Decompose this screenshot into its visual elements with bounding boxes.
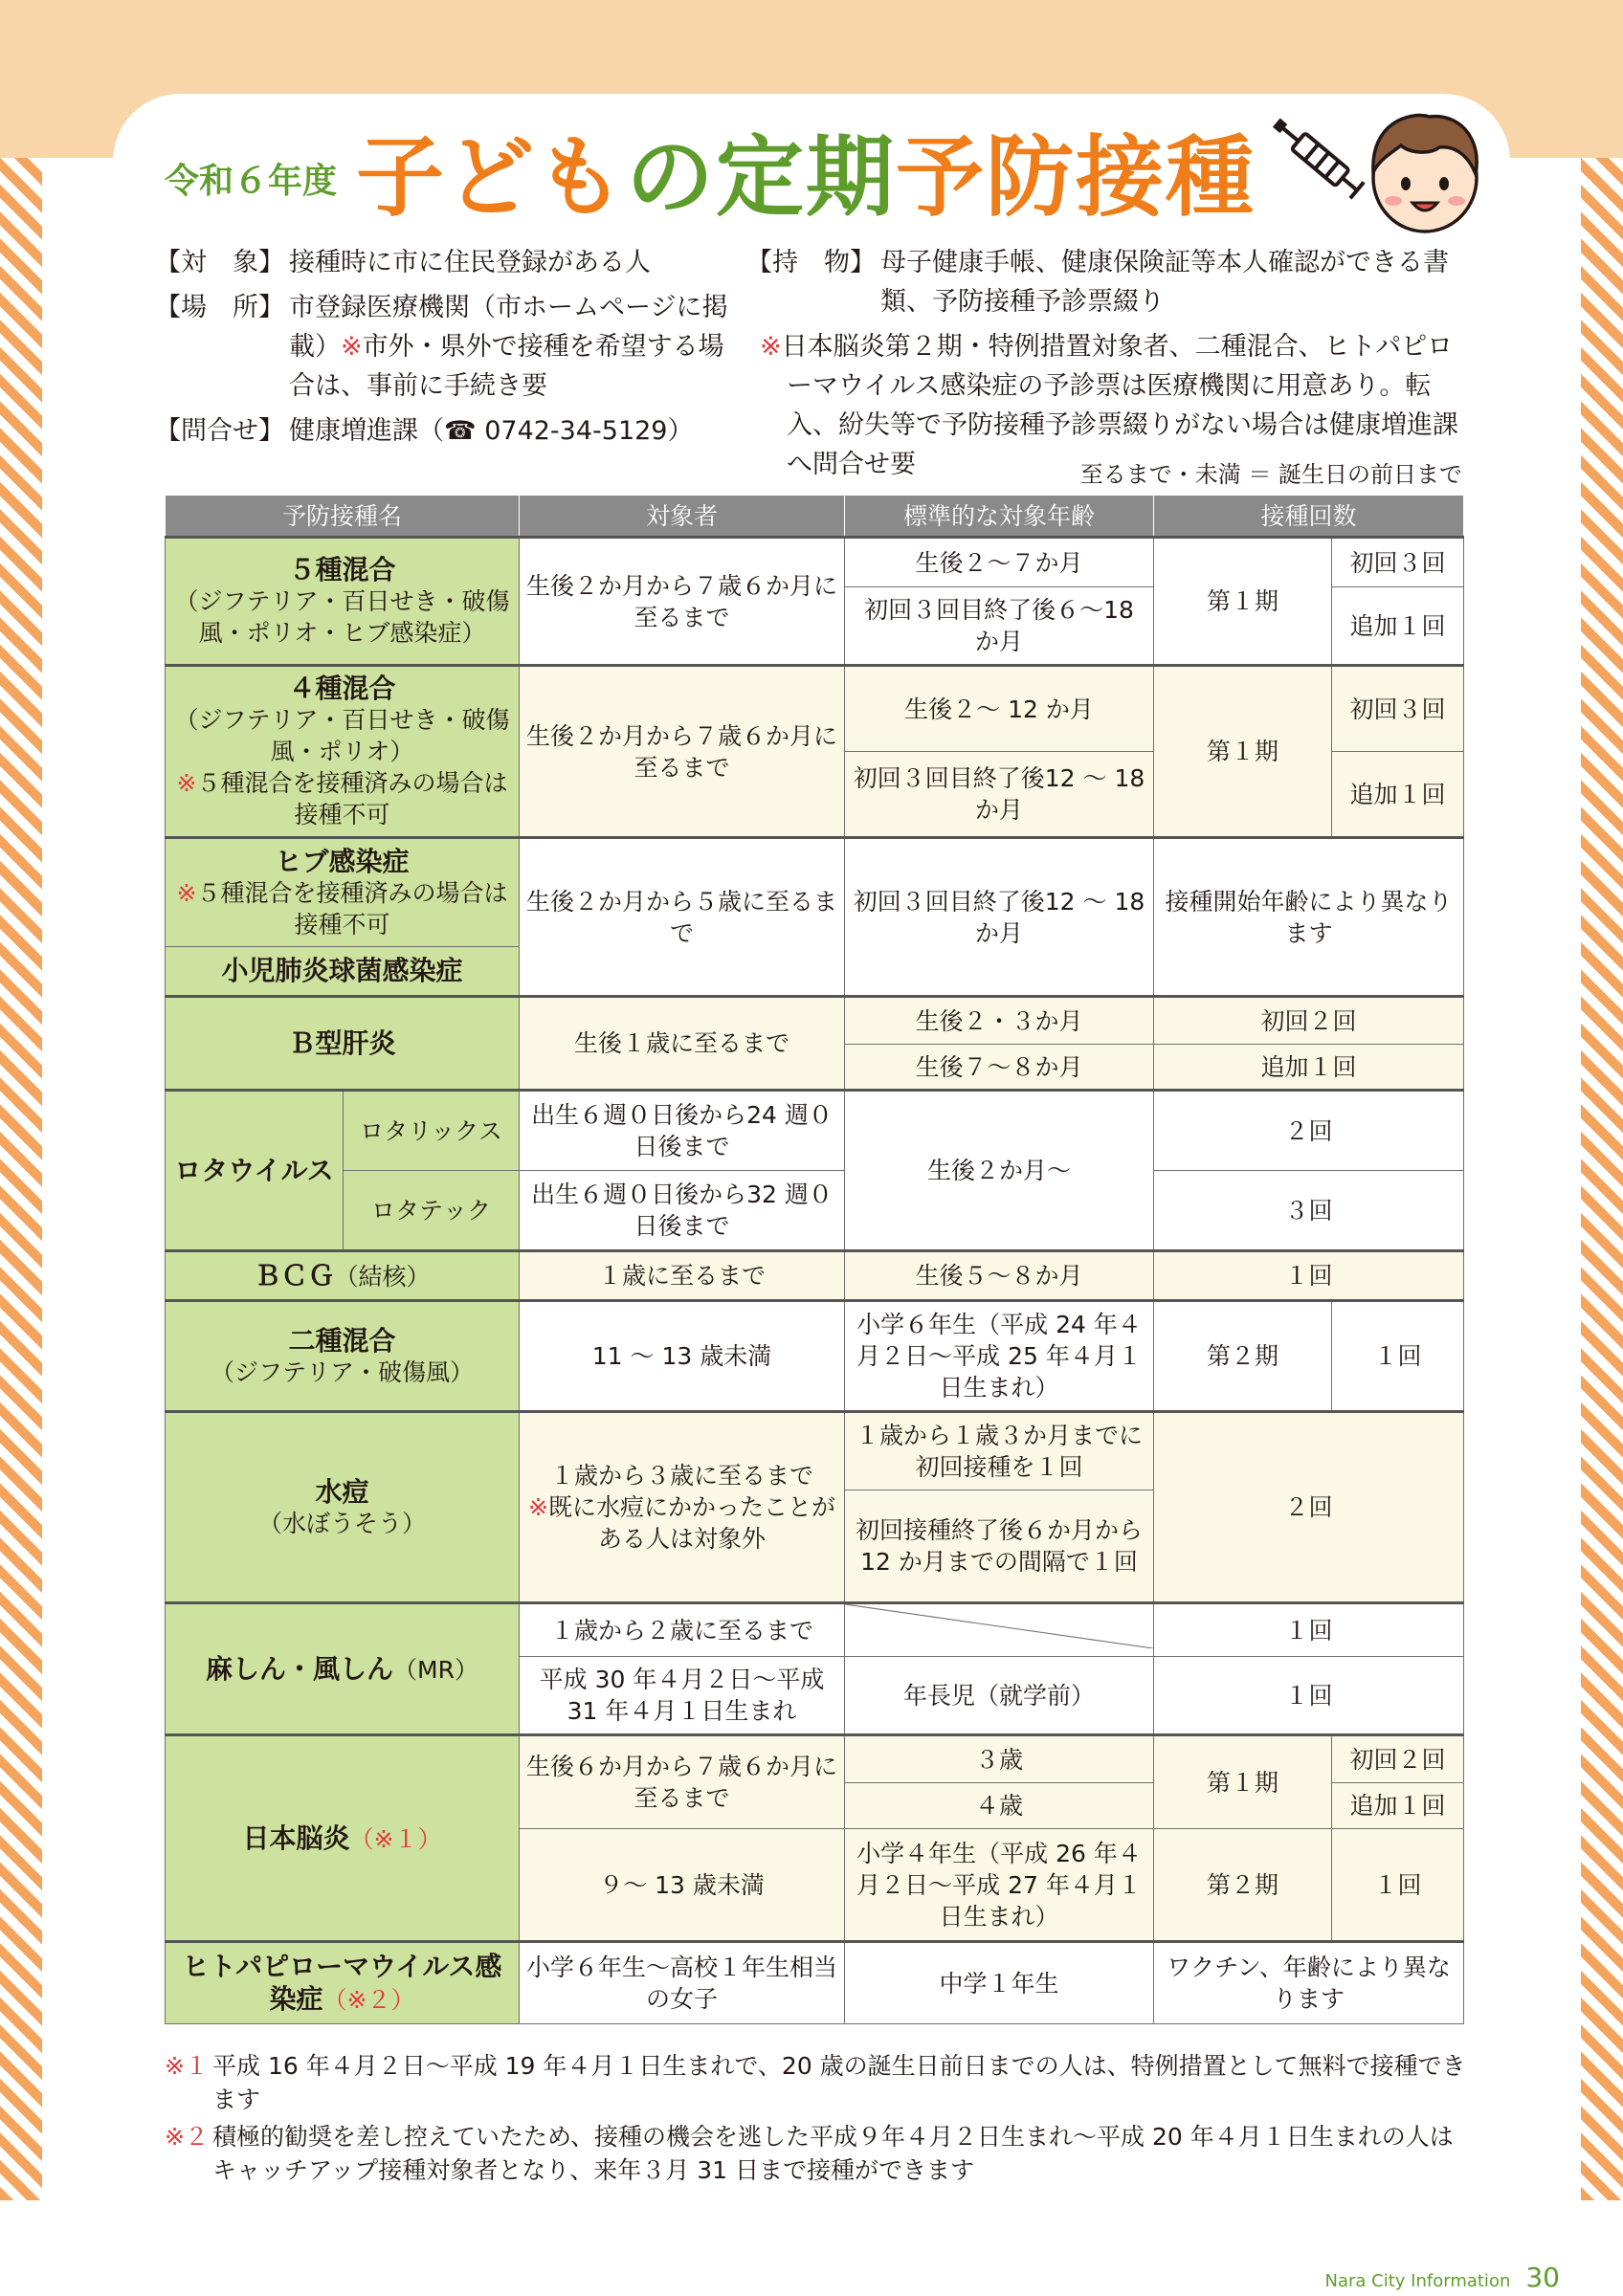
items-label: 【持 物】	[746, 248, 876, 277]
row-group-rotavirus	[166, 1091, 1464, 1251]
vaccine-name-cell	[166, 666, 520, 838]
table-row	[166, 1412, 1464, 1490]
vaccine-note	[171, 877, 513, 940]
period-cell: 第１期	[1154, 666, 1332, 838]
vaccine-name-cell	[166, 1735, 520, 1942]
note-mark: ※	[176, 769, 197, 797]
target-cell: 生後２か月から７歳６か月に至るまで	[520, 538, 845, 666]
row-group-mr	[166, 1603, 1464, 1735]
count-cell: 初回２回	[1332, 1735, 1464, 1783]
contact-row	[155, 411, 729, 451]
vaccine-name: Ｂ型肝炎	[288, 1027, 396, 1059]
target-cell: ９～ 13 歳未満	[520, 1829, 845, 1942]
footer-brand: Nara City Information	[1324, 2271, 1511, 2291]
contact-text: 健康増進課（☎ 0742-34-5129）	[289, 416, 694, 446]
target-text: 接種時に市に住民登録がある人	[289, 248, 651, 277]
vaccine-name-cell	[166, 1091, 344, 1251]
vaccine-name: ５種混合	[288, 554, 396, 585]
info-left	[155, 243, 729, 456]
table-row	[166, 666, 1464, 752]
target-cell: 生後２か月から７歳６か月に至るまで	[520, 666, 845, 838]
vaccine-name: 小児肺炎球菌感染症	[221, 955, 463, 986]
target-cell: 生後１歳に至るまで	[520, 997, 845, 1091]
age-cell: 初回３回目終了後６～18 か月	[845, 587, 1154, 666]
table-row	[166, 1942, 1464, 2024]
count-cell: ３回	[1154, 1171, 1464, 1251]
items-row	[746, 243, 1474, 321]
vaccine-sub: （ジフテリア・百日せき・破傷風・ポリオ・ヒブ感染症）	[174, 587, 510, 647]
count-cell: １回	[1154, 1251, 1464, 1301]
header-standard-age: 標準的な対象年齢	[845, 496, 1154, 538]
target-cell	[520, 1412, 845, 1603]
vaccine-name-cell	[166, 1251, 520, 1301]
vaccine-name: 水痘	[315, 1475, 369, 1508]
count-cell: 追加１回	[1332, 752, 1464, 838]
vaccine-sub: （水ぼうそう）	[258, 1509, 427, 1537]
title-main	[356, 107, 1256, 233]
target-cell: １歳に至るまで	[520, 1251, 845, 1301]
vaccine-footnote-ref: （※２）	[322, 1986, 415, 2014]
age-cell: 小学６年生（平成 24 年４月２日～平成 25 年４月１日生まれ）	[845, 1301, 1154, 1412]
count-cell: 初回２回	[1154, 997, 1464, 1045]
title-part-children: 子ども	[356, 126, 627, 229]
target-cell: 小学６年生～高校１年生相当の女子	[520, 1942, 845, 2024]
note-text: ５種混合を接種済みの場合は接種不可	[196, 878, 508, 938]
definition-note: 至るまで・未満 ＝ 誕生日の前日まで	[1079, 461, 1462, 488]
child-face-icon	[1363, 103, 1487, 237]
target-text: １歳から３歳に至るまで	[550, 1462, 814, 1490]
period-cell: 第１期	[1154, 538, 1332, 666]
title-fiscal-year: 令和６年度	[165, 161, 338, 201]
vaccination-table	[165, 495, 1464, 2024]
page-footer	[1325, 2262, 1560, 2293]
vaccine-name-cell	[166, 1412, 520, 1603]
row-group-hepatitis-b	[166, 997, 1464, 1091]
target-cell: 出生６週０日後から32 週０日後まで	[520, 1171, 845, 1251]
footnotes	[165, 2049, 1466, 2191]
vaccine-name: ヒブ感染症	[275, 845, 410, 877]
vaccine-sub: （ジフテリア・百日せき・破傷風・ポリオ）	[174, 706, 510, 765]
age-cell: 生後７～８か月	[845, 1045, 1154, 1091]
items-text: 母子健康手帳、健康保険証等本人確認ができる書類、予防接種予診票綴り	[880, 248, 1449, 317]
period-cell: 第２期	[1154, 1301, 1332, 1412]
vaccine-name-cell	[166, 1301, 520, 1412]
target-cell: １歳から２歳に至るまで	[520, 1603, 845, 1657]
header-target: 対象者	[520, 496, 845, 538]
items-note-mark: ※	[760, 332, 782, 362]
vaccine-note	[171, 767, 513, 830]
target-cell: 平成 30 年４月２日～平成 31 年４月１日生まれ	[520, 1657, 845, 1735]
table-row	[166, 1603, 1464, 1657]
place-text	[289, 288, 729, 406]
vaccine-name-cell	[166, 1942, 520, 2024]
count-cell: 追加１回	[1332, 1783, 1464, 1829]
count-cell: １回	[1154, 1603, 1464, 1657]
footnote-1	[165, 2049, 1466, 2116]
vaccine-name: ４種混合	[288, 673, 396, 704]
row-group-hib-pneumococcal	[166, 838, 1464, 997]
target-label: 【対 象】	[155, 248, 284, 277]
row-group-dt	[166, 1301, 1464, 1412]
count-cell: ワクチン、年齢により異なります	[1154, 1942, 1464, 2024]
age-cell: ３歳	[845, 1735, 1154, 1783]
age-cell: 生後２～ 12 か月	[845, 666, 1154, 752]
contact-label: 【問合せ】	[155, 416, 284, 446]
footnote-text: 平成 16 年４月２日～平成 19 年４月１日生まれで、20 歳の誕生日前日までの人は、特例措置として無料で接種できます	[212, 2052, 1466, 2113]
footnote-mark: ※１	[165, 2052, 209, 2080]
info-right	[746, 243, 1474, 484]
footnote-2	[165, 2120, 1466, 2187]
header-dose-count: 接種回数	[1154, 496, 1464, 538]
target-cell: 生後２か月から５歳に至るまで	[520, 838, 845, 997]
right-stripe-border	[1581, 158, 1623, 2200]
table-row	[166, 838, 1464, 947]
row-group-bcg	[166, 1251, 1464, 1301]
row-group-japanese-encephalitis	[166, 1735, 1464, 1942]
vaccine-name: ロタウイルス	[174, 1154, 334, 1186]
table-row	[166, 997, 1464, 1045]
count-cell: 接種開始年齢により異なります	[1154, 838, 1464, 997]
vaccine-sub-cell: ロタリックス	[344, 1091, 520, 1171]
title-part-regular: 定期	[716, 126, 897, 229]
count-cell: １回	[1154, 1657, 1464, 1735]
count-cell: １回	[1332, 1301, 1464, 1412]
items-note-text: 日本脳炎第２期・特例措置対象者、二種混合、ヒトパピローマウイルス感染症の予診票は医療機関に用意あり。転入、紛失等で予防接種予診票綴りがない場合は健康増進課へ問合せ要	[781, 332, 1458, 479]
count-cell: 初回３回	[1332, 538, 1464, 587]
table-row	[166, 1091, 1464, 1171]
age-cell: 生後２・３か月	[845, 997, 1154, 1045]
vaccine-sub: （ジフテリア・破傷風）	[211, 1358, 475, 1386]
period-cell: 第１期	[1154, 1735, 1332, 1829]
vaccine-name: 日本脳炎	[242, 1821, 350, 1854]
place-note-mark: ※	[341, 332, 363, 362]
row-group-four-in-one	[166, 666, 1464, 838]
title-part-no: の	[626, 126, 717, 229]
target-cell: 生後６か月から７歳６か月に至るまで	[520, 1735, 845, 1829]
count-cell: １回	[1332, 1829, 1464, 1942]
target-cell: 11 ～ 13 歳未満	[520, 1301, 845, 1412]
place-text-b: 市外・県外で接種を希望する場合は、事前に手続き要	[289, 332, 724, 401]
age-cell: 小学４年生（平成 26 年４月２日～平成 27 年４月１日生まれ）	[845, 1829, 1154, 1942]
age-cell: １歳から１歳３か月までに初回接種を１回	[845, 1412, 1154, 1490]
note-mark: ※	[176, 878, 197, 907]
age-cell: 生後２か月～	[845, 1091, 1154, 1251]
vaccine-sub: （結核）	[334, 1262, 431, 1291]
vaccine-name: 二種混合	[288, 1324, 396, 1357]
vaccine-name-cell	[166, 538, 520, 666]
age-cell: 生後５～８か月	[845, 1251, 1154, 1301]
table-row	[166, 538, 1464, 587]
age-cell: 生後２～７か月	[845, 538, 1154, 587]
table-header-row	[166, 496, 1464, 538]
count-cell: ２回	[1154, 1091, 1464, 1171]
row-group-five-in-one	[166, 538, 1464, 666]
vaccine-name-cell	[166, 947, 520, 997]
vaccine-name-cell	[166, 1603, 520, 1735]
table-row	[166, 1735, 1464, 1783]
place-row	[155, 288, 729, 406]
title-part-vaccination: 予防接種	[896, 126, 1256, 229]
note-text: 既に水痘にかかったことがある人は対象外	[547, 1493, 835, 1553]
vaccine-sub: （MR）	[393, 1655, 478, 1684]
table-row	[166, 1301, 1464, 1412]
row-group-varicella	[166, 1412, 1464, 1603]
vaccine-sub-cell: ロタテック	[344, 1171, 520, 1251]
count-cell: ２回	[1154, 1412, 1464, 1603]
age-cell: 中学１年生	[845, 1942, 1154, 2024]
note-text: ５種混合を接種済みの場合は接種不可	[196, 769, 508, 828]
vaccine-footnote-ref: （※１）	[349, 1824, 442, 1853]
vaccine-name-cell	[166, 838, 520, 947]
page-title	[165, 113, 1256, 228]
target-row	[155, 243, 729, 282]
period-cell: 第２期	[1154, 1829, 1332, 1942]
diagonal-line	[845, 1604, 1153, 1648]
footnote-mark: ※２	[165, 2123, 209, 2151]
target-note	[525, 1491, 838, 1555]
row-group-hpv	[166, 1942, 1464, 2024]
vaccine-name: 麻しん・風しん	[206, 1652, 394, 1685]
header-vaccine-name: 予防接種名	[166, 496, 520, 538]
vaccine-name: ＢＣＧ	[254, 1259, 335, 1292]
table-row	[166, 1171, 1464, 1251]
age-cell: 初回３回目終了後12 ～ 18 か月	[845, 752, 1154, 838]
age-cell: 初回接種終了後６か月から 12 か月までの間隔で１回	[845, 1490, 1154, 1603]
age-cell: 年長児（就学前）	[845, 1657, 1154, 1735]
age-cell: 初回３回目終了後12 ～ 18 か月	[845, 838, 1154, 997]
footnote-text: 積極的勧奨を差し控えていたため、接種の機会を逃した平成９年４月２日生まれ～平成 20 年４月１日生まれの人はキャッチアップ接種対象者となり、来年３月 31 日まで接種ができます	[212, 2123, 1454, 2184]
vaccine-name-cell	[166, 997, 520, 1091]
left-stripe-border	[0, 158, 42, 2200]
age-cell: ４歳	[845, 1783, 1154, 1829]
target-cell: 出生６週０日後から24 週０日後まで	[520, 1091, 845, 1171]
table-row	[166, 1251, 1464, 1301]
place-text-a: 市登録医療機関（市ホームページに掲載）	[289, 293, 728, 362]
vaccine-name: ヒトパピローマウイルス感染症	[182, 1951, 502, 2015]
page-number: 30	[1525, 2262, 1560, 2293]
place-label: 【場 所】	[155, 293, 284, 322]
count-cell: 初回３回	[1332, 666, 1464, 752]
count-cell: 追加１回	[1332, 587, 1464, 666]
note-mark: ※	[528, 1493, 548, 1521]
count-cell: 追加１回	[1154, 1045, 1464, 1091]
empty-diagonal-cell	[845, 1603, 1154, 1657]
